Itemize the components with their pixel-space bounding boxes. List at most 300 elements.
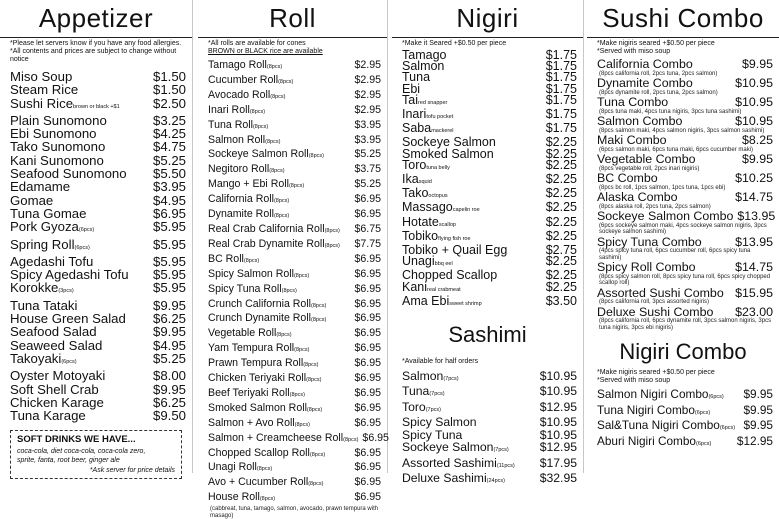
item-name-text: Sockeye Salmon: [402, 440, 494, 455]
item-name: [10, 312, 126, 325]
item-name-text: Ebi Sunomono: [10, 126, 97, 142]
item-detail: (8pcs): [343, 436, 359, 443]
miso-note: *Served with miso soup: [597, 48, 671, 55]
roll-item-line: [208, 312, 381, 327]
item-price: $10.25: [735, 171, 773, 185]
item-price: $5.95: [152, 219, 186, 235]
item-name-text: Oyster Motoyaki: [10, 368, 106, 384]
item-name-text: House Green Salad: [10, 311, 126, 327]
item-price: $5.95: [152, 280, 186, 296]
item-name-text: Vegetable Roll: [208, 327, 277, 340]
item-name: [597, 153, 696, 166]
roll-item: [208, 461, 381, 476]
roll-item-line: [208, 298, 381, 313]
appetizer-list: [0, 64, 192, 422]
item-name-text: Crunch Dynamite Roll: [208, 312, 312, 325]
item-name-text: Aburi Nigiri Combo: [597, 433, 696, 448]
item-detail: (6pcs): [61, 358, 77, 365]
sushi-combo-item-line: [597, 191, 773, 204]
item-price: $10.95: [735, 76, 773, 90]
appetizer-item-line: [10, 207, 186, 220]
item-name: [10, 167, 127, 180]
item-name-text: Seafood Sunomono: [10, 166, 127, 182]
item-price: $9.50: [152, 408, 186, 424]
sushi-combo-item-line: [597, 153, 773, 166]
nigiri-item-line: [402, 293, 577, 310]
item-name-text: Salmon Combo: [597, 114, 683, 128]
item-name-text: Chicken Karage: [10, 394, 104, 410]
item-description: (8pcs california roll, 3pcs assorted nigiris): [599, 299, 710, 305]
sashimi-item: [402, 472, 577, 487]
sushi-combo-panel: [587, 0, 779, 473]
roll-item: [208, 268, 381, 283]
appetizer-item: [10, 339, 186, 352]
item-name-text: Edamame: [10, 179, 71, 195]
roll-item-line: [208, 491, 381, 506]
item-name: [10, 154, 104, 167]
item-price: $10.95: [735, 114, 773, 128]
item-price: $13.95: [737, 209, 776, 223]
item-name-text: Massago: [402, 200, 453, 215]
appetizer-item: [10, 409, 186, 422]
item-price: $6.25: [152, 311, 186, 327]
item-name-text: Tobiko: [402, 228, 439, 243]
roll-item-line: [208, 268, 381, 283]
item-name: [402, 472, 505, 487]
appetizer-item: [10, 238, 186, 255]
item-name-text: Dynamite Combo: [597, 76, 693, 90]
item-name: [10, 299, 77, 312]
item-price: $1.75: [545, 107, 577, 122]
nigiri-combo-item-line: [597, 388, 773, 404]
appetizer-item: [10, 325, 186, 338]
item-price: $6.25: [152, 394, 186, 410]
appetizer-item-line: [10, 299, 186, 312]
item-detail: (8pcs): [308, 481, 324, 488]
item-price: $1.75: [545, 92, 577, 107]
item-name-text: Tako: [402, 186, 429, 201]
appetizer-item: [10, 140, 186, 153]
item-detail: (3pcs): [58, 288, 74, 295]
item-price: $6.95: [354, 372, 381, 385]
item-name: [208, 461, 272, 476]
item-name-text: Ebi: [402, 81, 421, 96]
item-name-text: Tai: [402, 92, 418, 107]
item-name-text: Deluxe Sushi Combo: [597, 304, 714, 319]
item-price: $3.75: [354, 163, 381, 176]
appetizer-item-line: [10, 268, 186, 281]
item-name-text: House Roll: [208, 491, 260, 504]
item-detail: (7pcs): [443, 376, 459, 383]
appetizer-item: [10, 127, 186, 140]
item-name-text: Salmon Roll: [208, 133, 266, 146]
item-price: $9.95: [152, 297, 186, 313]
item-price: $6.95: [354, 386, 381, 399]
item-description: (4pcs spicy tuna roll, 6pcs cucumber roll, 6pcs spicy tuna sashimi): [599, 248, 751, 261]
roll-item: [208, 253, 381, 268]
item-name-text: Hotate: [402, 214, 439, 229]
nigiri-combo-list: [587, 385, 779, 450]
item-name: [10, 352, 77, 369]
item-price: $1.75: [545, 59, 577, 74]
item-name-text: Chicken Teriyaki Roll: [208, 372, 307, 385]
item-price: $5.95: [152, 267, 186, 283]
item-description: (8pcs dynamite roll, 2pcs tuna, 2pcs salmon): [599, 89, 718, 96]
item-detail: bbq eel: [434, 261, 453, 268]
item-detail: (8pcs): [281, 287, 297, 294]
item-name: [402, 385, 445, 400]
item-description: (8pcs salmon maki, 4pcs salmon nigiris, 3pcs salmon sashimi): [599, 127, 765, 134]
item-name: [208, 89, 286, 104]
item-name: [597, 236, 702, 249]
sushi-combo-item-line: [597, 96, 773, 109]
item-name: [208, 283, 297, 298]
item-name-text: Alaska Combo: [597, 190, 678, 204]
item-price: $12.95: [539, 440, 577, 455]
roll-item-line: [208, 59, 381, 74]
item-name: [10, 127, 97, 140]
item-price: $10.95: [539, 415, 577, 430]
item-price: $1.75: [545, 48, 577, 62]
item-price: $2.25: [545, 200, 577, 215]
item-price: $3.95: [152, 179, 186, 195]
item-price: $5.25: [152, 350, 186, 366]
item-name: [597, 134, 667, 147]
sushi-combo-item-line: [597, 77, 773, 90]
nigiri-combo-item-line: [597, 435, 773, 451]
item-name: [208, 432, 358, 447]
item-name: [10, 207, 86, 220]
roll-item-line: [208, 238, 381, 253]
item-name: [208, 238, 340, 253]
item-name-text: Salmon Nigiri Combo: [597, 387, 709, 401]
roll-item-line: [208, 134, 381, 149]
item-name-text: Tamago Roll: [208, 59, 267, 71]
item-name-text: Ika: [402, 172, 419, 187]
item-price: $6.95: [354, 208, 381, 221]
item-name-text: Dynamite Roll: [208, 208, 274, 221]
item-description: (6pcs sockeye salmon maki, 4pcs sockeye salmon nigiris, 3pcs sockeye salmon sashimi): [599, 222, 767, 235]
item-name: [208, 253, 259, 268]
item-price: $3.95: [354, 133, 381, 146]
sushi-combo-item-line: [597, 172, 773, 185]
item-name: [208, 342, 309, 357]
appetizer-item-line: [10, 220, 186, 237]
item-price: $1.75: [545, 70, 577, 85]
item-detail: (7pcs): [429, 391, 445, 398]
sashimi-item: [402, 441, 577, 456]
roll-item-line: [208, 119, 381, 134]
item-detail: (8pcs): [294, 347, 310, 354]
item-name: [10, 325, 97, 338]
item-name: [402, 401, 441, 416]
item-name: [10, 409, 86, 422]
roll-item: [208, 372, 381, 387]
item-name-text: Agedashi Tofu: [10, 253, 94, 269]
item-name-text: Tuna Gomae: [10, 205, 87, 221]
item-name: [597, 404, 710, 420]
roll-item: [208, 327, 381, 342]
roll-item: [208, 59, 381, 74]
item-name-text: Sockeye Salmon Combo: [597, 209, 734, 223]
sushi-combo-item-line: [597, 306, 773, 319]
roll-item: [208, 357, 381, 372]
roll-item-line: [208, 163, 381, 178]
item-price: $7.75: [354, 237, 381, 250]
item-name-text: Soft Shell Crab: [10, 381, 99, 397]
item-name-text: BC Roll: [208, 252, 244, 265]
item-price: $6.95: [354, 252, 381, 265]
item-detail: (8pcs): [259, 496, 276, 503]
item-detail: (8pcs): [309, 451, 326, 458]
item-name: [208, 223, 340, 238]
item-detail: (8pcs): [303, 362, 319, 369]
roll-item-line: [208, 342, 381, 357]
roll-item-line: [208, 104, 381, 119]
item-price: $2.25: [545, 228, 577, 243]
item-name-text: Seafood Salad: [10, 324, 97, 340]
item-name-text: Tuna: [402, 70, 431, 85]
sashimi-title: Sashimi: [448, 322, 527, 348]
sushi-combo-item: [597, 134, 773, 153]
item-name-text: Kani Sunomono: [10, 152, 104, 168]
sushi-combo-item-line: [597, 209, 776, 223]
item-detail: (8pcs): [288, 183, 305, 190]
appetizer-item: [10, 396, 186, 409]
item-name: [208, 298, 326, 313]
item-name: [597, 96, 668, 109]
item-price: $2.25: [545, 146, 577, 161]
appetizer-item: [10, 312, 186, 325]
appetizer-panel: [0, 0, 193, 473]
item-price: $14.75: [735, 190, 773, 204]
item-detail: (8pcs): [324, 227, 340, 234]
appetizer-item: [10, 268, 186, 281]
item-name-text: Crunch California Roll: [208, 297, 312, 310]
roll-item: [208, 431, 389, 447]
item-price: $6.75: [354, 222, 381, 235]
item-price: $5.25: [152, 152, 186, 168]
sushi-combo-item-line: [597, 236, 773, 249]
item-name-text: Beef Teriyaki Roll: [208, 386, 290, 399]
item-name: [10, 339, 102, 352]
soft-drinks-note: *Ask server for price details: [89, 467, 175, 475]
item-name-text: Salmon: [402, 59, 445, 74]
item-price: $15.95: [735, 285, 773, 300]
item-description: (6pcs salmon maki, 6pcs tuna maki, 6pcs cucumber maki): [599, 146, 754, 153]
item-description: (8pcs alaska roll, 2pcs tuna, 2pcs salmon): [599, 203, 711, 210]
item-price: $3.25: [152, 112, 186, 128]
appetizer-item: [10, 180, 186, 193]
item-price: $1.75: [545, 121, 577, 136]
roll-item: [208, 104, 381, 119]
item-price: $2.25: [545, 279, 577, 294]
item-name: [208, 178, 304, 193]
item-detail: (8pcs): [276, 332, 292, 339]
roll-item: [208, 387, 381, 402]
item-detail: flying fish roe: [438, 235, 471, 242]
item-price: $2.50: [152, 95, 186, 111]
item-price: $10.95: [539, 384, 577, 399]
appetizer-item-line: [10, 238, 186, 255]
item-description: (8pcs california roll, 2pcs tuna, 2pcs salmon): [599, 70, 718, 77]
item-detail: (8pcs): [252, 123, 269, 130]
item-name-text: BC Combo: [597, 171, 658, 185]
item-price: $6.95: [354, 491, 381, 504]
sashimi-note: *Available for half orders: [402, 358, 479, 366]
appetizer-item-line: [10, 127, 186, 140]
price-change-note: *All contents and prices are subject to change without notice: [10, 48, 177, 63]
item-detail: (8pcs): [294, 421, 310, 428]
item-detail: (6pcs): [696, 440, 712, 447]
item-price: $2.25: [545, 254, 577, 269]
nigiri-combo-item: [597, 435, 773, 451]
item-detail: (8pcs): [243, 257, 260, 264]
roll-item: [208, 223, 381, 238]
item-price: $2.95: [354, 59, 381, 71]
item-name: [10, 114, 107, 127]
roll-item-line: [208, 447, 381, 462]
roll-item: [208, 417, 381, 432]
item-detail: (8pcs): [278, 78, 294, 85]
item-name: [597, 419, 735, 435]
item-name-text: Avocado Roll: [208, 88, 271, 101]
item-name: [208, 357, 318, 372]
item-price: $6.95: [354, 357, 381, 370]
item-name: [208, 104, 265, 119]
item-name: [208, 491, 275, 506]
allergy-note: *Please let servers know if you have any food allergies.: [10, 40, 182, 47]
appetizer-item-line: [10, 325, 186, 338]
item-name-text: Salmon: [402, 369, 444, 384]
item-price: $4.25: [152, 126, 186, 142]
roll-item: [208, 193, 381, 208]
item-price: $3.50: [545, 293, 577, 308]
sushi-combo-item: [597, 236, 773, 262]
roll-item: [208, 119, 381, 134]
item-name: [208, 119, 268, 134]
roll-item-line: [208, 89, 381, 104]
item-detail: octopus: [428, 193, 448, 200]
item-name-text: Pork Gyoza: [10, 219, 79, 235]
item-detail: (8pcs): [308, 153, 324, 160]
appetizer-item-line: [10, 369, 186, 382]
sushi-combo-item-line: [597, 115, 773, 128]
nigiri-combo-note: [587, 367, 779, 385]
item-price: $2.95: [354, 88, 381, 101]
item-name-text: Sockeye Salmon Roll: [208, 148, 309, 161]
sushi-combo-item-line: [597, 134, 773, 147]
item-price: $6.95: [354, 297, 381, 310]
sashimi-item: [402, 457, 577, 472]
appetizer-item: [10, 194, 186, 207]
nigiri-item: [402, 293, 577, 310]
appetizer-item: [10, 369, 186, 382]
appetizer-note: [0, 38, 192, 64]
item-name-text: Spicy Roll Combo: [597, 260, 696, 274]
item-name: [10, 255, 93, 268]
item-name: [208, 268, 309, 283]
sashimi-item: [402, 401, 577, 416]
sashimi-item-line: [402, 441, 577, 456]
item-name: [10, 83, 78, 96]
item-name: [597, 388, 724, 404]
item-price: $6.95: [354, 342, 381, 355]
item-price: $6.95: [354, 461, 381, 474]
item-name-text: Saba: [402, 121, 432, 136]
item-description: (8pcs vegetable roll, 2pcs inari nigiris): [599, 165, 700, 172]
sushi-combo-item: [597, 306, 773, 332]
item-name: [208, 208, 289, 223]
item-price: $5.25: [354, 148, 381, 161]
roll-item-line: [208, 461, 381, 476]
item-detail: (6pcs): [708, 394, 724, 400]
item-name-text: Tuna Combo: [597, 95, 669, 109]
roll-item: [208, 402, 381, 417]
item-name-text: Tuna Roll: [208, 118, 253, 131]
item-name: [10, 396, 104, 409]
roll-item-line: [208, 476, 381, 491]
item-name-text: Assorted Sashimi: [402, 455, 497, 470]
item-detail: (8pcs): [289, 391, 305, 398]
appetizer-item-line: [10, 339, 186, 352]
item-price: $6.95: [354, 401, 381, 414]
item-name: [10, 194, 53, 207]
item-name: [402, 457, 515, 472]
item-name-text: Spicy Salmon: [402, 415, 477, 430]
item-detail: (7pcs): [425, 406, 441, 413]
soft-drinks-line: sprite, fanta, root beer, ginger ale: [17, 457, 120, 465]
item-price: $12.95: [539, 399, 577, 414]
item-name-text: Deluxe Sashimi: [402, 470, 487, 485]
item-detail: (8pcs): [269, 168, 285, 175]
appetizer-item: [10, 207, 186, 220]
appetizer-item: [10, 167, 186, 180]
appetizer-item-line: [10, 140, 186, 153]
appetizer-item-line: [10, 352, 186, 369]
item-name: [597, 287, 724, 300]
roll-item-line: [208, 431, 389, 447]
item-detail: real crabmeat: [427, 286, 461, 293]
item-name-text: California Combo: [597, 57, 693, 71]
item-detail: (8pcs): [324, 242, 340, 249]
roll-item-line: [208, 178, 381, 193]
item-name-text: Cucumber Roll: [208, 73, 279, 86]
item-name-text: Unagi: [402, 254, 435, 269]
item-name-text: Mango + Ebi Roll: [208, 178, 289, 191]
nigiri-list: [392, 48, 583, 310]
item-name-text: Smoked Salmon: [402, 146, 494, 161]
roll-item-line: [208, 372, 381, 387]
item-name-text: Real Crab Dynamite Roll: [208, 237, 325, 250]
item-detail: (8pcs): [265, 138, 281, 145]
appetizer-item-line: [10, 383, 186, 396]
item-name: [10, 180, 70, 193]
item-name-text: Maki Combo: [597, 133, 667, 147]
item-name-text: Miso Soup: [10, 69, 73, 84]
item-name-text: Toro: [402, 399, 426, 414]
sushi-combo-list: [587, 56, 779, 331]
item-price: $12.95: [736, 433, 773, 448]
item-description: (8pcs bc roll, 1pcs salmon, 1pcs tuna, 1pcs ebi): [599, 184, 726, 191]
item-name-text: Steam Rice: [10, 82, 79, 98]
item-name: [208, 74, 293, 89]
appetizer-title: Appetizer: [0, 0, 192, 38]
sushi-combo-item: [597, 58, 773, 77]
item-price: $1.50: [152, 82, 186, 98]
nigiri-note: *Make it Seared +$0.50 per piece: [402, 40, 507, 47]
item-name: [597, 77, 693, 90]
